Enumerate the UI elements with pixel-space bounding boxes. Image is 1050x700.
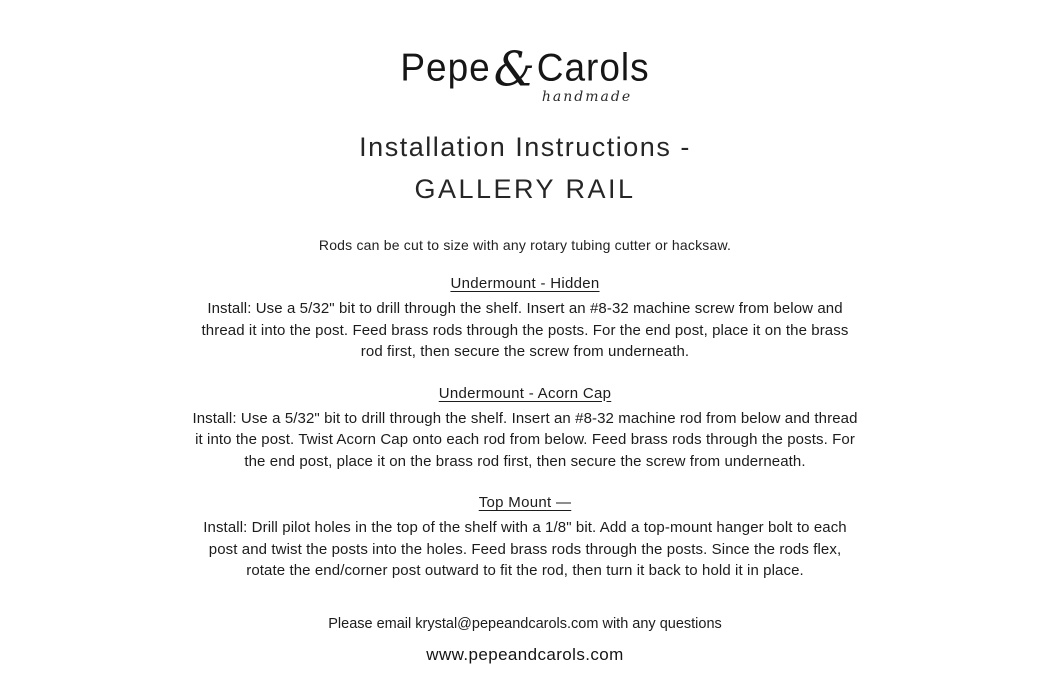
- website-url: www.pepeandcarols.com: [426, 644, 624, 664]
- section-body: Install: Drill pilot holes in the top of the shelf with a 1/8" bit. Add a top-mount hanger bolt to each post and twist the posts into the holes. Feed brass rods through the posts. Since the rods flex, rotate the end/corner post outward to fit the rod, then turn it back to hold it in place.: [203, 519, 847, 579]
- section-heading: Top Mount —: [478, 494, 572, 511]
- intro-note: Rods can be cut to size with any rotary tubing cutter or hacksaw.: [318, 237, 732, 253]
- section-body: Install: Use a 5/32" bit to drill through the shelf. Insert an #8-32 machine rod from below and thread it into the post. Twist Acorn Cap onto each rod from below. Feed brass rods through the posts. For the end post, place it on the brass rod first, then secure the screw from underneath.: [192, 409, 858, 470]
- section-body: Install: Use a 5/32" bit to drill through the shelf. Insert an #8-32 machine screw from below and thread it into the post. Feed brass rods through the posts. For the end post, place it on the brass rod first, then secure the screw from underneath.: [201, 300, 849, 360]
- section-heading: Undermount - Acorn Cap: [438, 384, 612, 402]
- section-undermount-acorn-cap: [185, 385, 865, 473]
- page-title-line1: Installation Instructions -: [359, 132, 691, 162]
- brand-logo: [375, 42, 675, 104]
- section-undermount-hidden: [185, 275, 865, 363]
- page-title: [0, 126, 1050, 210]
- contact-email-line: Please email krystal@pepeandcarols.com with any questions: [328, 615, 722, 632]
- section-top-mount: [185, 494, 865, 582]
- brand-word-carols: Carols: [536, 46, 650, 89]
- brand-tagline: handmade: [541, 89, 633, 105]
- section-heading: Undermount - Hidden: [450, 275, 600, 292]
- page-title-line2: GALLERY RAIL: [414, 174, 636, 204]
- brand-word-pepe: Pepe: [400, 46, 491, 89]
- brand-ampersand: &: [493, 40, 536, 98]
